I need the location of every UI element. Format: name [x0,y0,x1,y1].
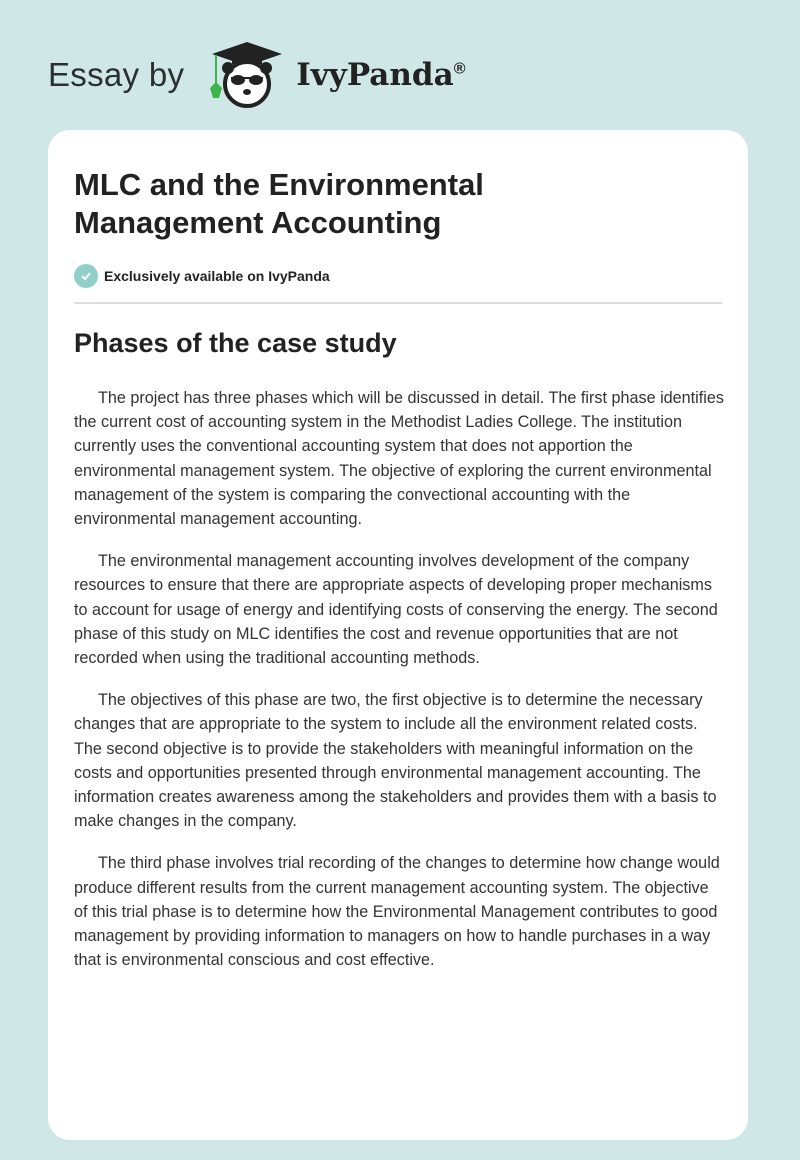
essay-by-label: Essay by [48,56,185,93]
section-heading: Phases of the case study [74,328,397,358]
essay-title: MLC and the Environmental Management Accounting [74,167,484,240]
ivypanda-panda-logo-icon [202,40,292,110]
paragraph: The objectives of this phase are two, the first objective is to determine the necessary changes that are appropriate to the system to include all the environment related costs. The second objective is to provide the stakeholders with meaningful information on the costs and opportunities presented through environmental management accounting. The information creates awareness among the stakeholders and provides them with a basis to make changes in the company. [74,691,717,831]
ivypanda-brand: IvyPanda® [296,57,466,93]
essay-body [74,386,724,990]
paragraph: The third phase involves trial recording of the changes to determine how change would produce different results from the current management accounting system. The objective of this trial phase is to determine how the Environmental Management contributes to good management by providing information to managers on how to handle purchases in a way that is environmental conscious and cost effective. [74,854,720,970]
site-header [48,40,466,110]
check-icon [74,264,98,288]
paragraph: The project has three phases which will be discussed in detail. The first phase identifies the current cost of accounting system in the Methodist Ladies College. The institution currently uses the conventional accounting system that does not apportion the environmental management system. The objective of exploring the current environmental management of the system is comparing the convectional accounting with the environmental management accounting. [74,389,724,529]
essay-card [48,130,748,1140]
divider [74,302,722,304]
paragraph: The environmental management accounting involves development of the company resources to ensure that there are appropriate aspects of developing proper mechanisms to account for usage of energy and identifying costs of conserving the energy. The second phase of this study on MLC identifies the cost and revenue opportunities that are not recorded when using the traditional accounting methods. [74,552,718,668]
exclusive-badge [74,264,330,288]
exclusive-label: Exclusively available on IvyPanda [104,268,330,284]
